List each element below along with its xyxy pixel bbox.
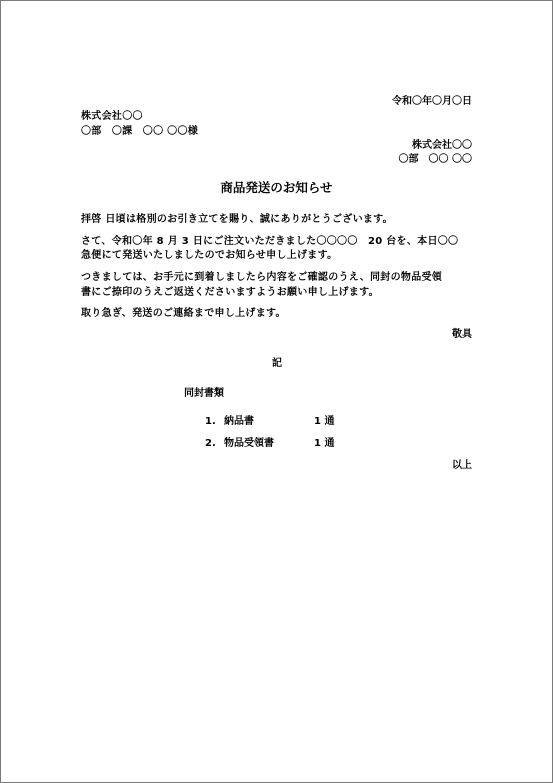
sender-person: 〇部 〇〇 〇〇 <box>398 154 472 165</box>
closing-ijou: 以上 <box>452 460 472 471</box>
paragraph2-line1: つきましては、お手元に到着しましたら内容をご確認のうえ、同封の物品受領 <box>81 272 443 283</box>
recipient-person: 〇部 〇課 〇〇 〇〇様 <box>81 126 199 137</box>
list-item-number: 1. <box>205 416 216 427</box>
list-item-quantity: 1 通 <box>314 416 335 427</box>
document-title: 商品発送のお知らせ <box>220 180 333 195</box>
list-item-name: 物品受領書 <box>224 438 274 449</box>
paragraph1-line2: 急便にて発送いたしましたのでお知らせ申し上げます。 <box>81 250 338 261</box>
closing-keigu: 敬具 <box>452 329 472 340</box>
greeting-line: 拝啓 日頃は格別のお引き立てを賜り、誠にありがとうございます。 <box>81 214 393 225</box>
paragraph2-line2: 書にご捺印のうえご返送くださいますようお願い申し上げます。 <box>81 287 379 298</box>
recipient-company: 株式会社〇〇 <box>81 111 143 122</box>
sender-company: 株式会社〇〇 <box>412 140 472 151</box>
list-item-number: 2. <box>205 438 216 449</box>
enclosure-label: 同封書類 <box>184 388 224 399</box>
paragraph1-line1: さて、令和〇年 8 月 3 日にご注文いただきました〇〇〇〇 20 台を、本日〇〇 <box>81 236 459 247</box>
list-item-name: 納品書 <box>224 416 254 427</box>
document-date: 令和〇年〇月〇日 <box>392 96 472 107</box>
paragraph3-line: 取り急ぎ、発送のご連絡まで申し上げます。 <box>81 308 286 319</box>
list-item-quantity: 1 通 <box>314 438 335 449</box>
note-heading: 記 <box>272 358 282 369</box>
